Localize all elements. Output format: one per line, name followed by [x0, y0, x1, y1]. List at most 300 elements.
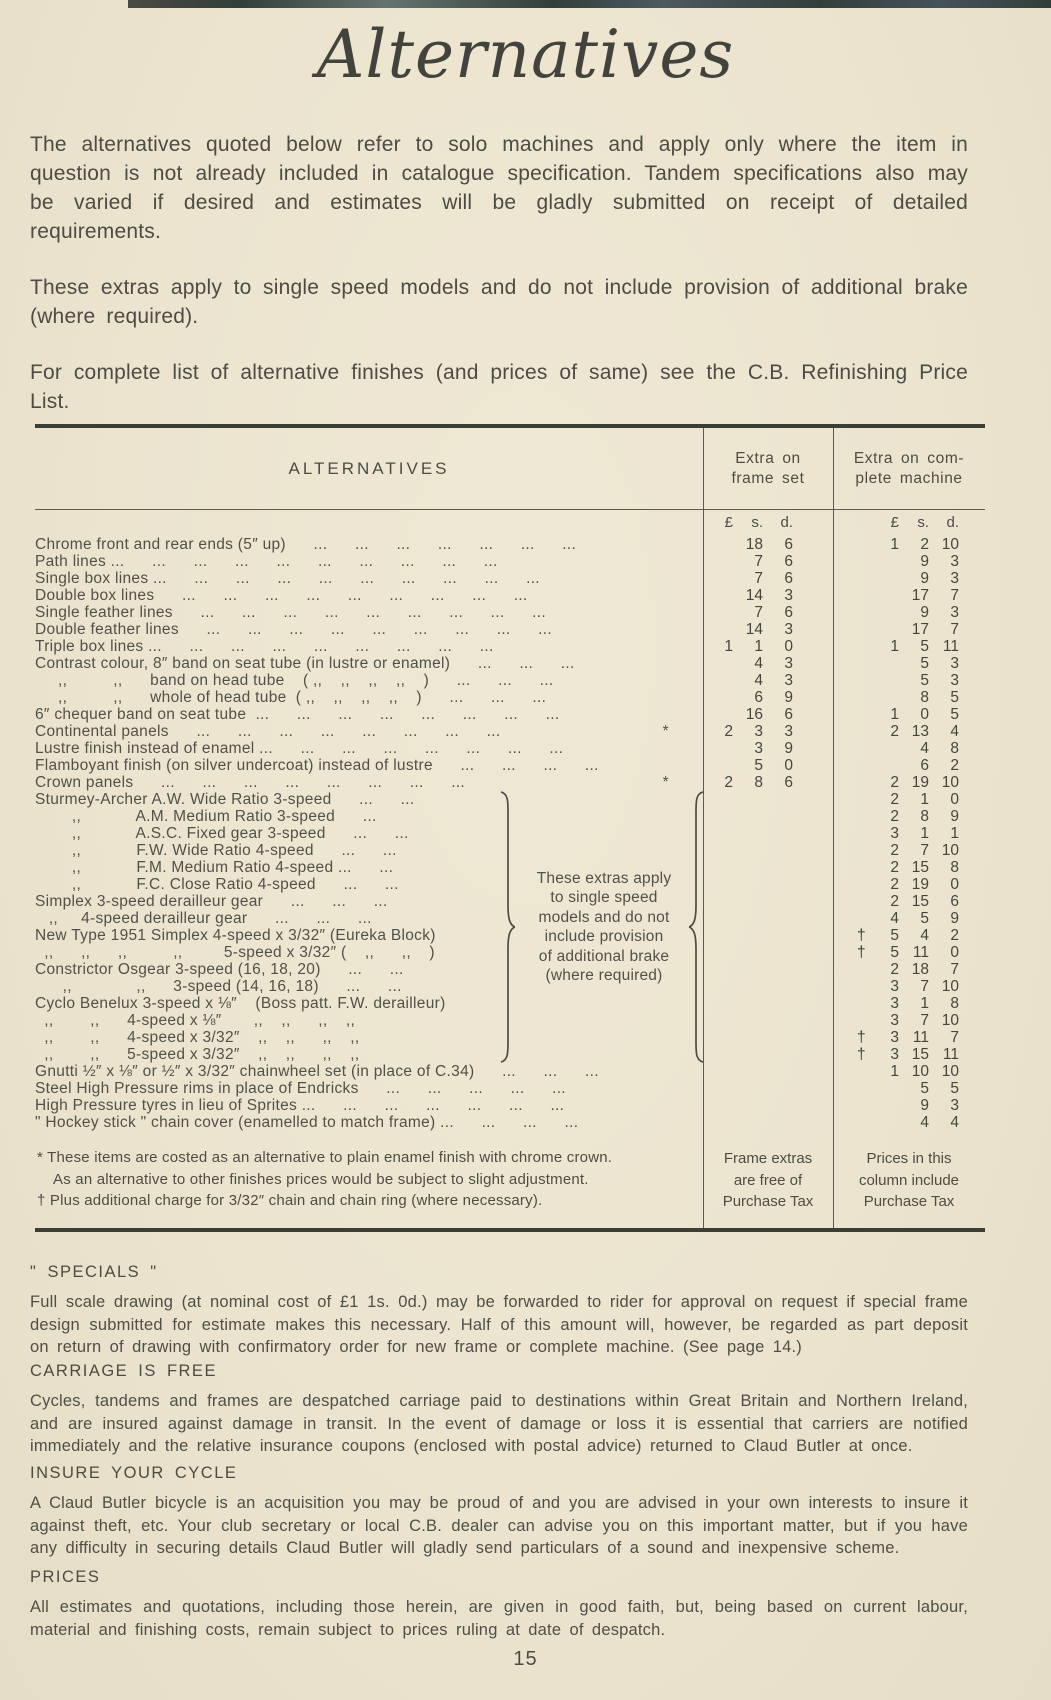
- row-description: [35, 587, 703, 604]
- dagger-mark: [857, 604, 873, 621]
- price-part: 5: [890, 927, 899, 944]
- row-description: [35, 1080, 703, 1097]
- leader-dots: ... ... ... ... ... ... ... ...: [168, 723, 501, 740]
- section-insure-your-cycle: [30, 1464, 968, 1560]
- price-part: 0: [950, 944, 959, 961]
- note-line: (where required): [545, 967, 663, 984]
- price-part: 3: [754, 723, 763, 740]
- shillings-symbol: s.: [751, 514, 763, 531]
- machine-price: [833, 723, 985, 740]
- price-part: 6: [784, 536, 793, 553]
- header-rule: [35, 509, 985, 510]
- price-part: [763, 927, 793, 944]
- price-part: [763, 859, 793, 876]
- price-part: 5: [920, 672, 929, 689]
- machine-price: [833, 1046, 985, 1063]
- row-label: Gnutti ½″ x ⅛″ or ½″ x 3/32″ chainwheel set (in place of C.34): [35, 1063, 475, 1080]
- note-line: include provision: [544, 928, 664, 945]
- section-heading: PRICES: [30, 1568, 101, 1586]
- price-part: 10: [941, 1012, 959, 1029]
- dagger-mark: [857, 893, 873, 910]
- price-part: [763, 910, 793, 927]
- frame-price: [703, 1114, 833, 1131]
- row-description: [35, 740, 703, 757]
- price-part: [733, 910, 763, 927]
- machine-price: [833, 655, 985, 672]
- price-part: 7: [950, 621, 959, 638]
- leader-dots: ... ...: [331, 791, 415, 808]
- price-part: [873, 1080, 899, 1097]
- leader-dots: ... ... ...: [474, 1063, 599, 1080]
- frame-price: [703, 842, 833, 859]
- price-part: [707, 893, 733, 910]
- price-part: 5: [950, 689, 959, 706]
- machine-price: [833, 944, 985, 961]
- note-line: of additional brake: [538, 947, 670, 965]
- price-part: 4: [920, 927, 929, 944]
- machine-price: [833, 757, 985, 774]
- price-part: 2: [950, 757, 959, 774]
- row-description: [35, 553, 703, 570]
- machine-price: [833, 893, 985, 910]
- row-description: [35, 706, 703, 723]
- dagger-mark: [857, 995, 873, 1012]
- table-row: [35, 1063, 985, 1080]
- machine-price: [833, 961, 985, 978]
- leader-dots: ... ...: [318, 978, 402, 995]
- header-line: Extra on com-: [853, 449, 965, 467]
- price-part: [733, 1063, 763, 1080]
- price-part: [707, 553, 733, 570]
- price-part: [763, 1114, 793, 1131]
- price-part: [763, 1029, 793, 1046]
- price-part: 6: [784, 570, 793, 587]
- dagger-mark: [857, 553, 873, 570]
- price-part: [707, 842, 733, 859]
- dagger-mark: [857, 1114, 873, 1131]
- price-part: [707, 791, 733, 808]
- dagger-mark: [857, 876, 873, 893]
- price-part: [733, 1114, 763, 1131]
- table-row: [35, 1097, 985, 1114]
- dagger-mark: [857, 570, 873, 587]
- row-description: [35, 774, 703, 791]
- price-part: 4: [890, 910, 899, 927]
- price-part: 8: [920, 689, 929, 706]
- price-part: [707, 655, 733, 672]
- section-body: A Claud Butler bicycle is an acquisition you may be proud of and you are advised in your own interests to insure it against theft, etc. Your club secretary or local C.B. dealer can advise you on this important matter, but if you have any difficulty in securing details Claud Butler will gladly send particulars of a sound and inexpensive scheme.: [30, 1494, 968, 1557]
- section-heading: CARRIAGE IS FREE: [30, 1362, 217, 1380]
- price-part: 1: [724, 638, 733, 655]
- price-part: [707, 1080, 733, 1097]
- machine-price: [833, 859, 985, 876]
- price-part: 14: [745, 587, 763, 604]
- row-label: 6″ chequer band on seat tube ...: [35, 706, 270, 723]
- price-part: 4: [950, 723, 959, 740]
- frame-price: [703, 944, 833, 961]
- price-part: [707, 706, 733, 723]
- frame-price: [703, 927, 833, 944]
- leader-dots: ... ... ... ... ... ... ... ... ...: [178, 621, 552, 638]
- price-part: 11: [912, 1029, 929, 1046]
- price-part: [707, 604, 733, 621]
- price-part: 9: [920, 604, 929, 621]
- machine-price: [833, 1029, 985, 1046]
- leader-dots: ...: [335, 808, 377, 825]
- page-title: Alternatives: [316, 16, 735, 93]
- price-part: [707, 536, 733, 553]
- leader-dots: ... ... ... ... ...: [358, 1080, 566, 1097]
- row-description: [35, 1097, 703, 1114]
- price-part: [873, 587, 899, 604]
- row-label: High Pressure tyres in lieu of Sprites ...: [35, 1097, 316, 1114]
- price-part: [707, 961, 733, 978]
- price-part: 3: [950, 655, 959, 672]
- leader-dots: ... ... ...: [429, 672, 554, 689]
- price-part: [733, 944, 763, 961]
- frame-price: [703, 587, 833, 604]
- price-part: 3: [784, 672, 793, 689]
- dagger-mark: [857, 842, 873, 859]
- leader-dots: ... ... ...: [263, 893, 388, 910]
- dagger-mark: [857, 689, 873, 706]
- price-part: 2: [890, 961, 899, 978]
- complete-machine-column-header: [833, 449, 985, 489]
- machine-column-footer: [833, 1147, 985, 1213]
- row-label: ,, ,, band on head tube ( ,, ,, ,, ,, ): [35, 672, 430, 689]
- dagger-mark: [857, 978, 873, 995]
- table-row: [35, 774, 985, 791]
- price-part: 4: [950, 1114, 959, 1131]
- price-part: 1: [920, 791, 929, 808]
- price-part: 10: [941, 978, 959, 995]
- price-part: 5: [920, 910, 929, 927]
- price-part: [733, 1080, 763, 1097]
- leader-dots: ... ... ... ... ... ... ...: [269, 706, 560, 723]
- price-part: 1: [950, 825, 959, 842]
- table-row: [35, 1080, 985, 1097]
- frame-price: [703, 655, 833, 672]
- frame-price: [703, 570, 833, 587]
- machine-currency-header: [833, 514, 985, 531]
- price-part: [707, 689, 733, 706]
- frame-price: [703, 740, 833, 757]
- dagger-mark: †: [857, 1046, 866, 1063]
- machine-price: [833, 842, 985, 859]
- price-part: 7: [950, 1029, 959, 1046]
- header-line: frame set: [731, 469, 805, 487]
- row-label: Single box lines ...: [35, 570, 167, 587]
- price-part: 3: [784, 587, 793, 604]
- currency-subheader: [35, 509, 985, 536]
- machine-price: [833, 604, 985, 621]
- price-part: [733, 1012, 763, 1029]
- price-part: [763, 825, 793, 842]
- price-part: [873, 621, 899, 638]
- price-part: [733, 808, 763, 825]
- price-part: 6: [784, 553, 793, 570]
- page-number: 15: [513, 1648, 538, 1670]
- price-part: [707, 808, 733, 825]
- dagger-mark: [857, 621, 873, 638]
- price-part: [763, 842, 793, 859]
- price-part: 8: [950, 859, 959, 876]
- price-part: 17: [911, 587, 929, 604]
- frame-column-footer: [703, 1147, 833, 1213]
- frame-price: [703, 774, 833, 791]
- price-part: [733, 791, 763, 808]
- price-part: 3: [754, 740, 763, 757]
- frame-price: [703, 553, 833, 570]
- dagger-mark: [857, 655, 873, 672]
- price-part: [707, 757, 733, 774]
- price-part: [707, 859, 733, 876]
- price-part: 6: [784, 774, 793, 791]
- price-part: 8: [920, 808, 929, 825]
- price-part: 7: [754, 604, 763, 621]
- pound-symbol: £: [724, 514, 733, 531]
- price-part: 3: [784, 655, 793, 672]
- leader-dots: ... ... ... ... ... ...: [315, 1097, 565, 1114]
- leader-dots: ... ... ... ... ... ... ... ... ...: [124, 553, 498, 570]
- machine-price: [833, 808, 985, 825]
- row-description: [35, 1063, 703, 1080]
- row-label: New Type 1951 Simplex 4-speed x 3/32″ (Eureka Block): [35, 927, 436, 944]
- intro-paragraph: For complete list of alternative finishes (and prices of same) see the C.B. Refinishing Price List.: [30, 361, 968, 413]
- price-part: 9: [784, 689, 793, 706]
- intro-paragraphs: [30, 130, 968, 416]
- price-part: 2: [890, 774, 899, 791]
- machine-price: [833, 995, 985, 1012]
- footnote-line: * These items are costed as an alternative to plain enamel finish with chrome crown.: [37, 1149, 613, 1166]
- frame-price: [703, 859, 833, 876]
- row-label: ,, ,, whole of head tube ( ,, ,, ,, ,, ): [35, 689, 422, 706]
- table-row: [35, 604, 985, 621]
- frame-price: [703, 1046, 833, 1063]
- price-part: 5: [920, 638, 929, 655]
- table-row: [35, 553, 985, 570]
- table-row: [35, 621, 985, 638]
- dagger-mark: †: [857, 927, 866, 944]
- pence-symbol: d.: [780, 514, 793, 531]
- price-part: 3: [950, 604, 959, 621]
- price-part: 4: [920, 1114, 929, 1131]
- price-part: [733, 825, 763, 842]
- pence-symbol: d.: [946, 514, 959, 531]
- footnote-line: † Plus additional charge for 3/32″ chain and chain ring (where necessary).: [37, 1192, 543, 1209]
- row-description: [35, 723, 703, 740]
- machine-price: [833, 1012, 985, 1029]
- spacer: [857, 514, 873, 531]
- footer-line: Purchase Tax: [863, 1193, 955, 1210]
- price-part: 8: [950, 995, 959, 1012]
- price-part: [707, 740, 733, 757]
- row-description: [35, 757, 703, 774]
- price-part: [733, 995, 763, 1012]
- row-label: Flamboyant finish (on silver undercoat) instead of lustre: [35, 757, 433, 774]
- dagger-mark: [857, 536, 873, 553]
- price-part: [707, 978, 733, 995]
- leader-dots: ... ... ... ... ... ... ...: [285, 536, 577, 553]
- row-description: [35, 655, 703, 672]
- footer-line: column include: [858, 1171, 960, 1189]
- table-row: [35, 672, 985, 689]
- price-part: [763, 961, 793, 978]
- price-part: [763, 978, 793, 995]
- row-label: Steel High Pressure rims in place of Endricks: [35, 1080, 359, 1097]
- leader-dots: ... ...: [315, 876, 399, 893]
- frame-price: [703, 536, 833, 553]
- machine-price: [833, 910, 985, 927]
- machine-price: [833, 638, 985, 655]
- dagger-mark: [857, 791, 873, 808]
- row-label: ,, F.C. Close Ratio 4-speed: [35, 876, 316, 893]
- footnote-line: As an alternative to other finishes prices would be subject to slight adjustment.: [53, 1170, 589, 1188]
- price-part: 7: [950, 587, 959, 604]
- table-row: [35, 689, 985, 706]
- price-part: 6: [950, 893, 959, 910]
- price-part: 11: [912, 944, 929, 961]
- price-part: 1: [754, 638, 763, 655]
- note-line: to single speed: [550, 889, 658, 906]
- price-part: [707, 1063, 733, 1080]
- frame-price: [703, 893, 833, 910]
- section-heading: " SPECIALS ": [30, 1263, 158, 1281]
- intro-paragraph: The alternatives quoted below refer to solo machines and apply only where the item in question is not already included in catalogue specification. Tandem specifications also may be varied if desired and estimates will be gladly submitted on receipt of detailed requirements.: [30, 133, 968, 243]
- price-part: 0: [920, 706, 929, 723]
- leader-dots: ... ... ...: [450, 655, 575, 672]
- price-part: 3: [950, 672, 959, 689]
- price-part: 9: [950, 910, 959, 927]
- price-part: 2: [890, 893, 899, 910]
- dagger-mark: [857, 1080, 873, 1097]
- price-part: 9: [950, 808, 959, 825]
- pound-symbol: £: [890, 514, 899, 531]
- footnote-star: *: [662, 723, 669, 740]
- leader-dots: ... ... ... ... ... ... ... ...: [133, 774, 466, 791]
- price-part: 2: [724, 774, 733, 791]
- price-part: [707, 825, 733, 842]
- frame-price: [703, 808, 833, 825]
- price-part: 5: [890, 944, 899, 961]
- leader-dots: ... ... ... ... ... ... ...: [272, 740, 564, 757]
- price-part: 11: [942, 638, 959, 655]
- price-part: 1: [920, 995, 929, 1012]
- price-part: 17: [911, 621, 929, 638]
- frame-price: [703, 1097, 833, 1114]
- row-label: ,, A.M. Medium Ratio 3-speed: [35, 808, 336, 825]
- price-part: [873, 672, 899, 689]
- note-line: These extras apply: [536, 869, 672, 887]
- row-description: [35, 638, 703, 655]
- price-part: 10: [911, 1063, 929, 1080]
- frame-price: [703, 757, 833, 774]
- frame-price: [703, 978, 833, 995]
- price-part: 18: [911, 961, 929, 978]
- price-part: 19: [911, 774, 929, 791]
- machine-price: [833, 587, 985, 604]
- price-part: 15: [911, 1046, 929, 1063]
- price-part: 3: [950, 570, 959, 587]
- price-part: 3: [890, 978, 899, 995]
- price-part: [707, 587, 733, 604]
- dagger-mark: [857, 808, 873, 825]
- footer-line: are free of: [733, 1171, 803, 1189]
- price-part: 1: [890, 706, 899, 723]
- frame-price: [703, 1080, 833, 1097]
- price-part: 9: [920, 553, 929, 570]
- price-part: 2: [890, 791, 899, 808]
- price-part: 10: [941, 1063, 959, 1080]
- frame-price: [703, 1063, 833, 1080]
- section-carriage-is-free: [30, 1362, 968, 1458]
- price-part: 6: [784, 604, 793, 621]
- price-part: [763, 893, 793, 910]
- row-label: Contrast colour, 8″ band on seat tube (in lustre or enamel): [35, 655, 451, 672]
- table-header-row: [35, 428, 985, 509]
- price-part: 2: [920, 536, 929, 553]
- price-part: 19: [911, 876, 929, 893]
- dagger-mark: [857, 740, 873, 757]
- table-row: [35, 757, 985, 774]
- row-description: [35, 536, 703, 553]
- price-part: 7: [920, 842, 929, 859]
- table-row: [35, 536, 985, 553]
- dagger-mark: [857, 961, 873, 978]
- dagger-mark: [857, 1063, 873, 1080]
- price-part: 0: [950, 791, 959, 808]
- price-part: 3: [784, 723, 793, 740]
- row-description: [35, 604, 703, 621]
- row-label: Chrome front and rear ends (5″ up): [35, 536, 286, 553]
- frame-price: [703, 638, 833, 655]
- dagger-mark: [857, 587, 873, 604]
- note-line: models and do not: [538, 908, 670, 926]
- price-part: 2: [890, 808, 899, 825]
- price-part: [763, 944, 793, 961]
- leader-dots: ... ... ... ...: [432, 757, 599, 774]
- row-label: Lustre finish instead of enamel ...: [35, 740, 273, 757]
- leader-dots: ... ... ...: [247, 910, 372, 927]
- price-part: 4: [920, 740, 929, 757]
- leader-dots: ... ... ... ... ... ... ... ...: [161, 638, 494, 655]
- frame-price: [703, 706, 833, 723]
- intro-paragraph: These extras apply to single speed models and do not include provision of additional brake (where required).: [30, 276, 968, 328]
- price-part: 10: [941, 536, 959, 553]
- leader-dots: ... ... ... ... ... ... ... ... ...: [154, 587, 528, 604]
- price-part: [733, 1046, 763, 1063]
- price-part: 16: [745, 706, 763, 723]
- price-part: 11: [942, 1046, 959, 1063]
- price-part: [873, 689, 899, 706]
- table-row: [35, 655, 985, 672]
- table-footnotes: [35, 1147, 703, 1213]
- row-label: Simplex 3-speed derailleur gear: [35, 893, 264, 910]
- price-part: 13: [911, 723, 929, 740]
- price-part: [707, 927, 733, 944]
- table-row: [35, 638, 985, 655]
- price-part: [707, 910, 733, 927]
- alternatives-table: [35, 424, 985, 1232]
- leader-dots: ... ...: [320, 961, 404, 978]
- frame-currency-header: [703, 514, 833, 531]
- machine-price: [833, 978, 985, 995]
- frame-set-column-header: [703, 449, 833, 489]
- row-label: Constrictor Osgear 3-speed (16, 18, 20): [35, 961, 321, 978]
- frame-price: [703, 961, 833, 978]
- price-part: 5: [754, 757, 763, 774]
- page-edge-strip: [128, 0, 1051, 8]
